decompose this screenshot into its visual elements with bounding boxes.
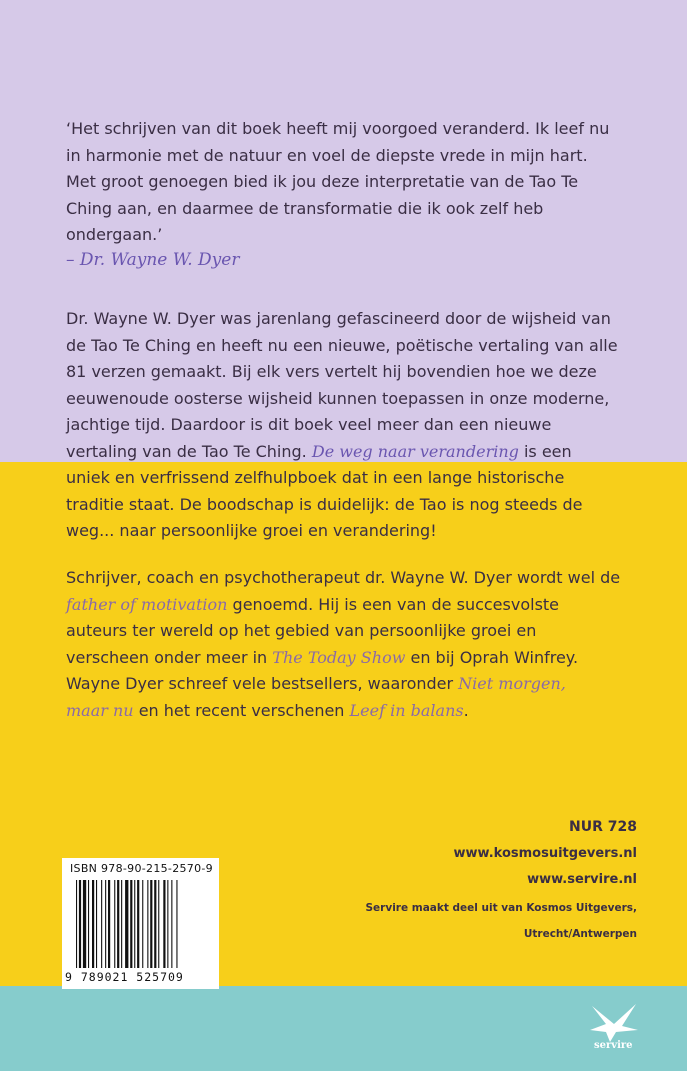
isbn-barcode xyxy=(62,858,219,989)
book-title-italic: Leef in balans xyxy=(349,700,464,720)
paragraph-line: Dr. Wayne W. Dyer was jarenlang gefascineerd door de wijsheid van xyxy=(66,309,611,328)
paragraph-line: 81 verzen gemaakt. Bij elk vers vertelt hij bovendien hoe we deze xyxy=(66,362,597,381)
author-bio-paragraph xyxy=(66,565,636,724)
servire-logo-text: servire xyxy=(594,1040,633,1051)
publisher-note: Servire maakt deel uit van Kosmos Uitgevers, xyxy=(365,902,637,914)
text-fragment: verscheen onder meer in xyxy=(66,647,268,667)
paragraph-line: eeuwenoude oosterse wijsheid kunnen toepassen in onze moderne, xyxy=(66,388,610,408)
teal-band xyxy=(0,986,687,1071)
text-fragment: genoemd. Hij is een van de succesvolste xyxy=(232,594,560,614)
text-fragment: en bij Oprah Winfrey. xyxy=(410,647,579,667)
italic-phrase: father of motivation xyxy=(66,594,228,614)
quote-line: ‘Het schrijven van dit boek heeft mij voorgoed veranderd. Ik leef nu xyxy=(66,119,610,138)
nur-code: NUR 728 xyxy=(569,819,637,835)
paragraph-line xyxy=(66,698,636,725)
description-paragraph xyxy=(66,306,636,545)
isbn-number: ISBN 978-90-215-2570-9 xyxy=(70,862,213,875)
barcode-bars-icon xyxy=(76,880,212,968)
barcode-digits: 9 789021 525709 xyxy=(65,970,184,984)
paragraph-line: uniek en verfrissend zelfhulpboek dat in een lange historische xyxy=(66,468,565,487)
text-fragment: en het recent verschenen xyxy=(138,700,345,720)
paragraph-line: auteurs ter wereld op het gebied van persoonlijke groei en xyxy=(66,621,537,640)
quote-line: Met groot genoegen bied ik jou deze interpretatie van de Tao Te xyxy=(66,172,579,191)
author-quote xyxy=(66,116,636,249)
book-title-italic: De weg naar verandering xyxy=(311,441,519,461)
quote-author: – Dr. Wayne W. Dyer xyxy=(66,250,240,270)
paragraph-line xyxy=(66,671,636,698)
paragraph-line xyxy=(66,645,636,672)
quote-line: ondergaan.’ xyxy=(66,225,163,244)
paragraph-line: Schrijver, coach en psychotherapeut dr. Wayne W. Dyer wordt wel de xyxy=(66,568,621,587)
text-fragment: . xyxy=(463,700,469,720)
text-fragment: is een xyxy=(523,441,572,461)
paragraph-line xyxy=(66,439,636,466)
text-fragment: vertaling van de Tao Te Ching. xyxy=(66,441,307,461)
text-fragment: Wayne Dyer schreef vele bestsellers, waaronder xyxy=(66,674,454,693)
paragraph-line: traditie staat. De boodschap is duidelijk: de Tao is nog steeds de xyxy=(66,494,583,514)
paragraph-line: jachtige tijd. Daardoor is dit boek veel meer dan een nieuwe xyxy=(66,415,552,434)
paragraph-line: de Tao Te Ching en heeft nu een nieuwe, poëtische vertaling van alle xyxy=(66,335,618,355)
paragraph-line xyxy=(66,592,636,619)
publisher-location: Utrecht/Antwerpen xyxy=(523,928,637,940)
book-title-italic: maar nu xyxy=(66,700,134,720)
paragraph-line: weg... naar persoonlijke groei en verandering! xyxy=(66,521,437,540)
website-kosmos-link[interactable]: www.kosmosuitgevers.nl xyxy=(453,846,637,861)
book-title-italic: Niet morgen, xyxy=(458,674,566,693)
website-servire-link[interactable]: www.servire.nl xyxy=(527,872,637,887)
quote-line: Ching aan, en daarmee de transformatie die ik ook zelf heb xyxy=(66,198,544,218)
quote-line: in harmonie met de natuur en voel de diepste vrede in mijn hart. xyxy=(66,145,588,165)
show-title-italic: The Today Show xyxy=(272,647,406,667)
